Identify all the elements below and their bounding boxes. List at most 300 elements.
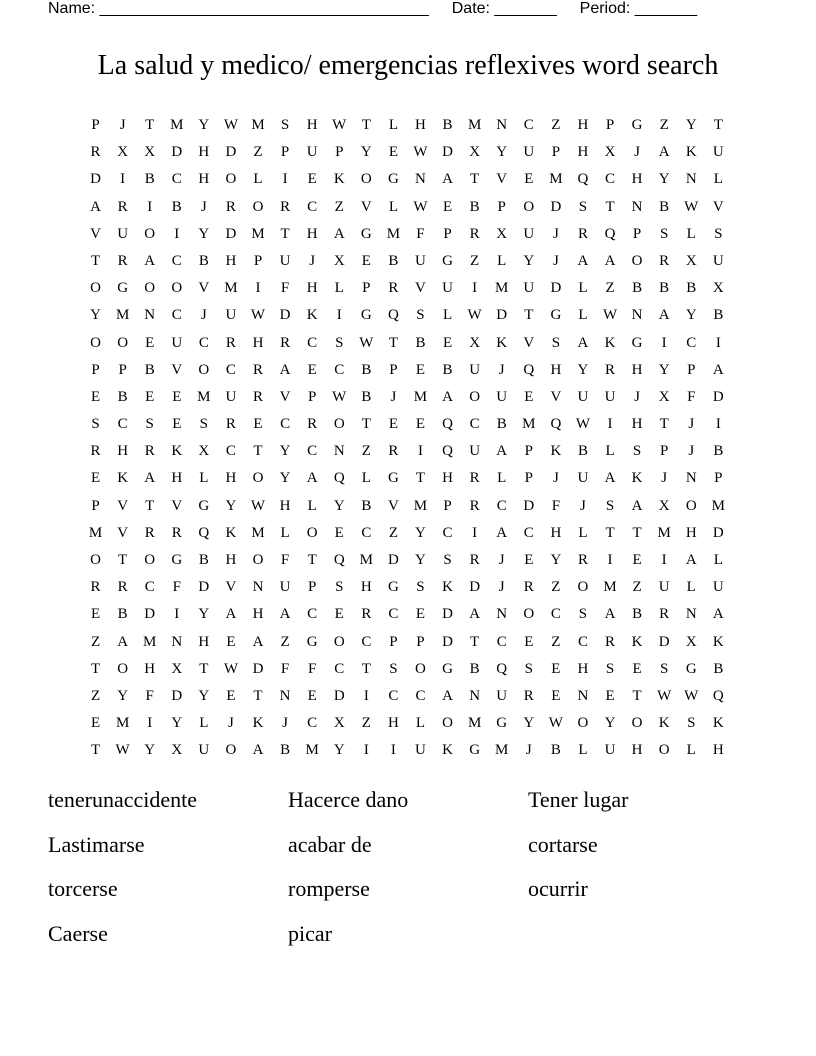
grid-letter[interactable]: Y — [333, 742, 345, 759]
grid-letter[interactable]: D — [496, 307, 508, 324]
grid-letter[interactable]: X — [333, 252, 345, 269]
grid-letter[interactable]: Y — [604, 715, 616, 732]
grid-letter[interactable]: S — [524, 660, 533, 677]
grid-letter[interactable]: W — [684, 687, 699, 704]
grid-letter[interactable]: O — [333, 416, 345, 433]
grid-letter[interactable]: R — [90, 579, 101, 596]
grid-letter[interactable]: T — [118, 552, 128, 568]
grid-letter[interactable]: R — [253, 388, 264, 405]
grid-letter[interactable]: P — [660, 443, 669, 460]
grid-letter[interactable]: Q — [523, 361, 535, 378]
grid-letter[interactable]: L — [361, 470, 371, 487]
grid-letter[interactable]: R — [225, 334, 236, 351]
grid-letter[interactable]: U — [604, 742, 616, 759]
grid-letter[interactable]: Y — [90, 307, 101, 324]
grid-letter[interactable]: L — [307, 497, 317, 514]
grid-letter[interactable]: U — [225, 307, 237, 324]
grid-letter[interactable]: Q — [442, 443, 453, 460]
grid-letter[interactable]: D — [225, 144, 237, 161]
grid-letter[interactable]: R — [469, 225, 480, 242]
grid-letter[interactable]: S — [578, 198, 588, 215]
grid-letter[interactable]: E — [415, 416, 426, 433]
grid-letter[interactable]: N — [171, 633, 183, 650]
grid-letter[interactable]: U — [496, 687, 508, 704]
grid-letter[interactable]: R — [577, 552, 588, 568]
grid-letter[interactable]: E — [145, 334, 155, 351]
grid-letter[interactable]: X — [469, 144, 481, 161]
grid-letter[interactable]: Y — [577, 361, 589, 378]
grid-letter[interactable]: B — [496, 416, 507, 433]
grid-letter[interactable]: U — [306, 144, 318, 161]
grid-letter[interactable]: A — [577, 252, 589, 269]
grid-letter[interactable]: X — [469, 334, 481, 351]
grid-letter[interactable]: N — [144, 307, 156, 324]
grid-letter[interactable]: P — [253, 252, 263, 269]
grid-letter[interactable]: K — [442, 579, 453, 596]
grid-letter[interactable]: H — [442, 470, 453, 487]
grid-letter[interactable]: V — [117, 497, 129, 514]
grid-letter[interactable]: O — [90, 280, 101, 297]
grid-letter[interactable]: E — [226, 687, 236, 704]
grid-letter[interactable]: D — [658, 633, 670, 650]
grid-letter[interactable]: R — [117, 252, 128, 269]
grid-letter[interactable]: Y — [415, 552, 426, 568]
grid-letter[interactable]: E — [334, 524, 344, 541]
grid-letter[interactable]: I — [282, 171, 288, 188]
grid-letter[interactable]: H — [306, 117, 318, 133]
grid-letter[interactable]: Z — [551, 633, 561, 650]
grid-letter[interactable]: M — [711, 497, 725, 514]
grid-letter[interactable]: X — [198, 443, 210, 460]
grid-letter[interactable]: S — [335, 579, 344, 596]
grid-letter[interactable]: A — [604, 470, 616, 487]
grid-letter[interactable]: J — [661, 470, 668, 487]
grid-letter[interactable]: H — [415, 117, 426, 133]
grid-letter[interactable]: N — [333, 443, 345, 460]
grid-letter[interactable]: J — [119, 117, 126, 133]
grid-letter[interactable]: W — [684, 198, 699, 215]
grid-letter[interactable]: O — [144, 225, 156, 242]
grid-letter[interactable]: G — [631, 117, 643, 133]
grid-letter[interactable]: K — [685, 144, 697, 161]
grid-letter[interactable]: G — [387, 579, 399, 596]
grid-letter[interactable]: K — [496, 334, 508, 351]
grid-letter[interactable]: Q — [333, 470, 345, 487]
grid-letter[interactable]: E — [388, 416, 398, 433]
grid-letter[interactable]: M — [467, 117, 482, 133]
grid-letter[interactable]: T — [90, 252, 101, 269]
grid-letter[interactable]: G — [360, 307, 372, 324]
grid-letter[interactable]: D — [333, 687, 345, 704]
grid-letter[interactable]: H — [225, 470, 237, 487]
grid-letter[interactable]: T — [470, 633, 480, 650]
grid-letter[interactable]: E — [361, 252, 371, 269]
grid-letter[interactable]: S — [335, 334, 344, 351]
grid-letter[interactable]: J — [498, 579, 505, 596]
grid-letter[interactable]: Z — [361, 715, 371, 732]
grid-letter[interactable]: P — [524, 470, 533, 487]
grid-letter[interactable]: X — [658, 388, 670, 405]
grid-letter[interactable]: O — [469, 388, 481, 405]
grid-letter[interactable]: E — [551, 660, 561, 677]
grid-letter[interactable]: J — [552, 252, 559, 269]
grid-letter[interactable]: T — [524, 307, 534, 324]
grid-letter[interactable]: D — [225, 225, 237, 242]
grid-letter[interactable]: R — [225, 198, 236, 215]
grid-letter[interactable]: C — [415, 687, 426, 704]
grid-letter[interactable]: R — [577, 225, 588, 242]
grid-letter[interactable]: X — [171, 742, 183, 759]
grid-letter[interactable]: A — [631, 497, 643, 514]
grid-letter[interactable]: T — [415, 470, 426, 487]
grid-letter[interactable]: A — [604, 252, 616, 269]
grid-letter[interactable]: U — [442, 280, 453, 297]
grid-letter[interactable]: A — [442, 171, 453, 188]
grid-letter[interactable]: K — [631, 633, 643, 650]
grid-letter[interactable]: Q — [387, 307, 399, 324]
grid-letter[interactable]: S — [443, 552, 452, 568]
grid-letter[interactable]: D — [279, 307, 291, 324]
grid-letter[interactable]: O — [90, 552, 101, 568]
grid-letter[interactable]: J — [498, 552, 505, 568]
grid-letter[interactable]: Q — [577, 171, 589, 188]
grid-letter[interactable]: F — [280, 552, 290, 568]
grid-letter[interactable]: N — [469, 687, 481, 704]
grid-letter[interactable]: K — [550, 443, 562, 460]
grid-letter[interactable]: M — [413, 388, 428, 405]
grid-letter[interactable]: R — [90, 144, 101, 161]
grid-letter[interactable]: L — [578, 307, 588, 324]
grid-letter[interactable]: C — [171, 252, 182, 269]
grid-letter[interactable]: A — [658, 307, 670, 324]
grid-letter[interactable]: A — [442, 687, 453, 704]
grid-letter[interactable]: R — [171, 524, 182, 541]
grid-letter[interactable]: K — [252, 715, 264, 732]
grid-letter[interactable]: E — [172, 388, 182, 405]
grid-letter[interactable]: O — [252, 198, 264, 215]
grid-letter[interactable]: J — [634, 388, 641, 405]
grid-letter[interactable]: U — [577, 470, 589, 487]
grid-letter[interactable]: P — [687, 361, 696, 378]
grid-letter[interactable]: K — [658, 715, 670, 732]
grid-letter[interactable]: E — [415, 606, 426, 623]
grid-letter[interactable]: M — [522, 416, 536, 433]
grid-letter[interactable]: B — [469, 660, 480, 677]
grid-letter[interactable]: J — [200, 307, 207, 324]
grid-letter[interactable]: Z — [90, 687, 101, 704]
grid-letter[interactable]: T — [361, 660, 371, 677]
grid-letter[interactable]: I — [607, 416, 613, 433]
grid-letter[interactable]: C — [198, 334, 209, 351]
grid-letter[interactable]: T — [632, 524, 642, 541]
grid-letter[interactable]: C — [686, 334, 697, 351]
grid-letter[interactable]: S — [660, 660, 669, 677]
grid-letter[interactable]: B — [361, 361, 372, 378]
grid-letter[interactable]: Z — [470, 252, 480, 269]
grid-letter[interactable]: S — [416, 307, 425, 324]
grid-letter[interactable]: D — [171, 687, 183, 704]
grid-letter[interactable]: N — [685, 171, 697, 188]
grid-letter[interactable]: L — [686, 579, 696, 596]
grid-letter[interactable]: R — [225, 416, 236, 433]
grid-letter[interactable]: H — [198, 633, 210, 650]
grid-letter[interactable]: G — [360, 225, 372, 242]
grid-letter[interactable]: Y — [685, 307, 697, 324]
grid-letter[interactable]: T — [388, 334, 398, 351]
grid-letter[interactable]: H — [550, 361, 562, 378]
grid-letter[interactable]: U — [225, 388, 237, 405]
grid-letter[interactable]: U — [523, 225, 535, 242]
grid-letter[interactable]: A — [225, 606, 237, 623]
grid-letter[interactable]: A — [577, 334, 589, 351]
grid-letter[interactable]: D — [469, 579, 481, 596]
grid-letter[interactable]: M — [603, 579, 617, 596]
grid-letter[interactable]: I — [472, 524, 478, 541]
grid-letter[interactable]: W — [413, 144, 428, 161]
grid-letter[interactable]: E — [442, 198, 453, 215]
grid-letter[interactable]: Y — [415, 524, 426, 541]
grid-letter[interactable]: T — [90, 742, 101, 759]
grid-letter[interactable]: E — [172, 416, 182, 433]
grid-letter[interactable]: M — [251, 524, 265, 541]
grid-letter[interactable]: C — [334, 660, 345, 677]
grid-letter[interactable]: L — [686, 742, 696, 759]
grid-letter[interactable]: E — [388, 144, 398, 161]
grid-letter[interactable]: Z — [334, 198, 344, 215]
grid-letter[interactable]: J — [498, 361, 505, 378]
grid-letter[interactable]: R — [605, 361, 616, 378]
grid-letter[interactable]: N — [685, 470, 697, 487]
grid-letter[interactable]: W — [115, 742, 130, 759]
name-blank[interactable]: _____________________________________ — [99, 0, 429, 17]
grid-letter[interactable]: U — [171, 334, 183, 351]
grid-letter[interactable]: U — [712, 579, 724, 596]
grid-letter[interactable]: T — [90, 660, 101, 677]
grid-letter[interactable]: K — [333, 171, 345, 188]
grid-letter[interactable]: I — [607, 552, 613, 568]
grid-letter[interactable]: S — [687, 715, 696, 732]
grid-letter[interactable]: T — [145, 117, 155, 133]
grid-letter[interactable]: J — [580, 497, 586, 514]
grid-letter[interactable]: C — [550, 606, 561, 623]
grid-letter[interactable]: H — [712, 742, 724, 759]
grid-letter[interactable]: T — [280, 225, 290, 242]
grid-letter[interactable]: G — [387, 171, 399, 188]
grid-letter[interactable]: E — [90, 715, 101, 732]
grid-letter[interactable]: O — [577, 579, 589, 596]
grid-letter[interactable]: E — [524, 388, 534, 405]
grid-letter[interactable]: C — [605, 171, 616, 188]
grid-letter[interactable]: G — [198, 497, 210, 514]
grid-letter[interactable]: B — [171, 198, 182, 215]
grid-letter[interactable]: C — [523, 524, 534, 541]
grid-letter[interactable]: P — [416, 633, 425, 650]
grid-letter[interactable]: O — [252, 552, 264, 568]
grid-letter[interactable]: U — [415, 252, 426, 269]
grid-letter[interactable]: F — [145, 687, 154, 704]
grid-letter[interactable]: O — [415, 660, 426, 677]
grid-letter[interactable]: R — [523, 687, 534, 704]
grid-letter[interactable]: Z — [632, 579, 642, 596]
grid-letter[interactable]: X — [658, 497, 670, 514]
grid-letter[interactable]: U — [523, 144, 535, 161]
grid-letter[interactable]: X — [496, 225, 508, 242]
grid-letter[interactable]: H — [144, 660, 156, 677]
grid-letter[interactable]: B — [388, 252, 399, 269]
grid-letter[interactable]: L — [388, 117, 398, 133]
grid-letter[interactable]: P — [443, 225, 452, 242]
grid-letter[interactable]: L — [713, 552, 723, 568]
grid-letter[interactable]: C — [442, 524, 453, 541]
grid-letter[interactable]: A — [144, 470, 156, 487]
grid-letter[interactable]: P — [362, 280, 371, 297]
grid-letter[interactable]: U — [496, 388, 508, 405]
grid-letter[interactable]: U — [117, 225, 129, 242]
grid-letter[interactable]: O — [685, 497, 697, 514]
grid-letter[interactable]: P — [497, 198, 506, 215]
grid-letter[interactable]: J — [200, 198, 207, 215]
grid-letter[interactable]: B — [117, 388, 128, 405]
grid-letter[interactable]: H — [171, 470, 183, 487]
grid-letter[interactable]: C — [469, 416, 480, 433]
grid-letter[interactable]: C — [388, 687, 399, 704]
grid-letter[interactable]: T — [632, 687, 642, 704]
grid-letter[interactable]: Z — [388, 524, 398, 541]
grid-letter[interactable]: H — [252, 334, 264, 351]
grid-letter[interactable]: V — [90, 225, 101, 242]
grid-letter[interactable]: S — [280, 117, 290, 133]
grid-letter[interactable]: L — [578, 280, 588, 297]
grid-letter[interactable]: B — [117, 606, 128, 623]
grid-letter[interactable]: W — [467, 307, 482, 324]
grid-letter[interactable]: T — [145, 497, 155, 514]
grid-letter[interactable]: Y — [685, 117, 697, 133]
grid-letter[interactable]: V — [279, 388, 291, 405]
grid-letter[interactable]: C — [117, 416, 128, 433]
grid-letter[interactable]: E — [524, 171, 534, 188]
grid-letter[interactable]: I — [336, 307, 342, 324]
grid-letter[interactable]: E — [145, 388, 155, 405]
grid-letter[interactable]: Y — [333, 497, 345, 514]
grid-letter[interactable]: U — [577, 388, 589, 405]
grid-letter[interactable]: N — [577, 687, 589, 704]
grid-letter[interactable]: D — [387, 552, 399, 568]
grid-letter[interactable]: M — [115, 715, 130, 732]
grid-letter[interactable]: I — [174, 606, 180, 623]
grid-letter[interactable]: K — [117, 470, 129, 487]
grid-letter[interactable]: D — [171, 144, 183, 161]
grid-letter[interactable]: P — [389, 633, 398, 650]
grid-letter[interactable]: W — [223, 117, 239, 133]
grid-letter[interactable]: H — [577, 144, 589, 161]
grid-letter[interactable]: S — [389, 660, 398, 677]
grid-letter[interactable]: N — [631, 307, 643, 324]
grid-letter[interactable]: B — [659, 198, 670, 215]
grid-letter[interactable]: B — [686, 280, 697, 297]
grid-letter[interactable]: B — [442, 117, 453, 133]
grid-letter[interactable]: L — [605, 443, 615, 460]
grid-letter[interactable]: M — [413, 497, 428, 514]
grid-letter[interactable]: K — [442, 742, 453, 759]
grid-letter[interactable]: M — [359, 552, 373, 568]
grid-letter[interactable]: G — [387, 470, 399, 487]
grid-letter[interactable]: H — [577, 660, 589, 677]
grid-letter[interactable]: N — [631, 198, 643, 215]
grid-letter[interactable]: E — [307, 171, 317, 188]
grid-letter[interactable]: V — [550, 388, 562, 405]
grid-letter[interactable]: T — [470, 171, 480, 188]
grid-letter[interactable]: G — [496, 715, 508, 732]
grid-letter[interactable]: O — [523, 198, 535, 215]
grid-letter[interactable]: G — [117, 280, 129, 297]
grid-letter[interactable]: W — [223, 660, 239, 677]
grid-letter[interactable]: P — [307, 388, 317, 405]
grid-letter[interactable]: B — [442, 361, 453, 378]
grid-letter[interactable]: O — [144, 552, 156, 568]
grid-letter[interactable]: Q — [712, 687, 724, 704]
grid-letter[interactable]: L — [497, 252, 507, 269]
grid-letter[interactable]: M — [305, 742, 319, 759]
grid-letter[interactable]: A — [658, 144, 670, 161]
grid-letter[interactable]: W — [575, 416, 591, 433]
grid-letter[interactable]: L — [497, 470, 507, 487]
grid-letter[interactable]: C — [307, 606, 318, 623]
grid-letter[interactable]: L — [415, 715, 426, 732]
grid-letter[interactable]: I — [417, 443, 423, 460]
grid-letter[interactable]: D — [252, 660, 264, 677]
grid-letter[interactable]: D — [550, 280, 562, 297]
grid-letter[interactable]: R — [117, 198, 128, 215]
grid-letter[interactable]: Y — [279, 470, 291, 487]
grid-letter[interactable]: R — [469, 552, 480, 568]
grid-letter[interactable]: T — [199, 660, 209, 677]
grid-letter[interactable]: U — [712, 252, 724, 269]
grid-letter[interactable]: M — [495, 742, 509, 759]
grid-letter[interactable]: C — [307, 443, 318, 460]
grid-letter[interactable]: H — [225, 552, 237, 568]
grid-letter[interactable]: R — [361, 606, 372, 623]
grid-letter[interactable]: C — [496, 633, 507, 650]
grid-letter[interactable]: E — [524, 552, 534, 568]
grid-letter[interactable]: P — [280, 144, 290, 161]
grid-letter[interactable]: X — [685, 633, 697, 650]
grid-letter[interactable]: V — [387, 497, 399, 514]
grid-letter[interactable]: U — [469, 361, 481, 378]
grid-letter[interactable]: F — [307, 660, 317, 677]
grid-letter[interactable]: S — [578, 606, 588, 623]
grid-letter[interactable]: Z — [605, 280, 615, 297]
grid-letter[interactable]: W — [602, 307, 618, 324]
grid-letter[interactable]: F — [280, 660, 290, 677]
grid-letter[interactable]: G — [306, 633, 318, 650]
grid-letter[interactable]: W — [250, 307, 266, 324]
grid-letter[interactable]: R — [280, 334, 291, 351]
grid-letter[interactable]: O — [117, 660, 129, 677]
grid-letter[interactable]: F — [416, 225, 425, 242]
grid-letter[interactable]: Y — [198, 606, 210, 623]
grid-letter[interactable]: U — [712, 144, 724, 161]
grid-letter[interactable]: A — [279, 361, 291, 378]
grid-letter[interactable]: L — [199, 470, 209, 487]
grid-letter[interactable]: G — [442, 660, 453, 677]
grid-letter[interactable]: T — [605, 524, 615, 541]
grid-letter[interactable]: V — [523, 334, 535, 351]
grid-letter[interactable]: Y — [496, 144, 508, 161]
grid-letter[interactable]: J — [634, 144, 641, 161]
grid-letter[interactable]: P — [443, 497, 452, 514]
grid-letter[interactable]: Q — [496, 660, 508, 677]
grid-letter[interactable]: J — [552, 225, 559, 242]
